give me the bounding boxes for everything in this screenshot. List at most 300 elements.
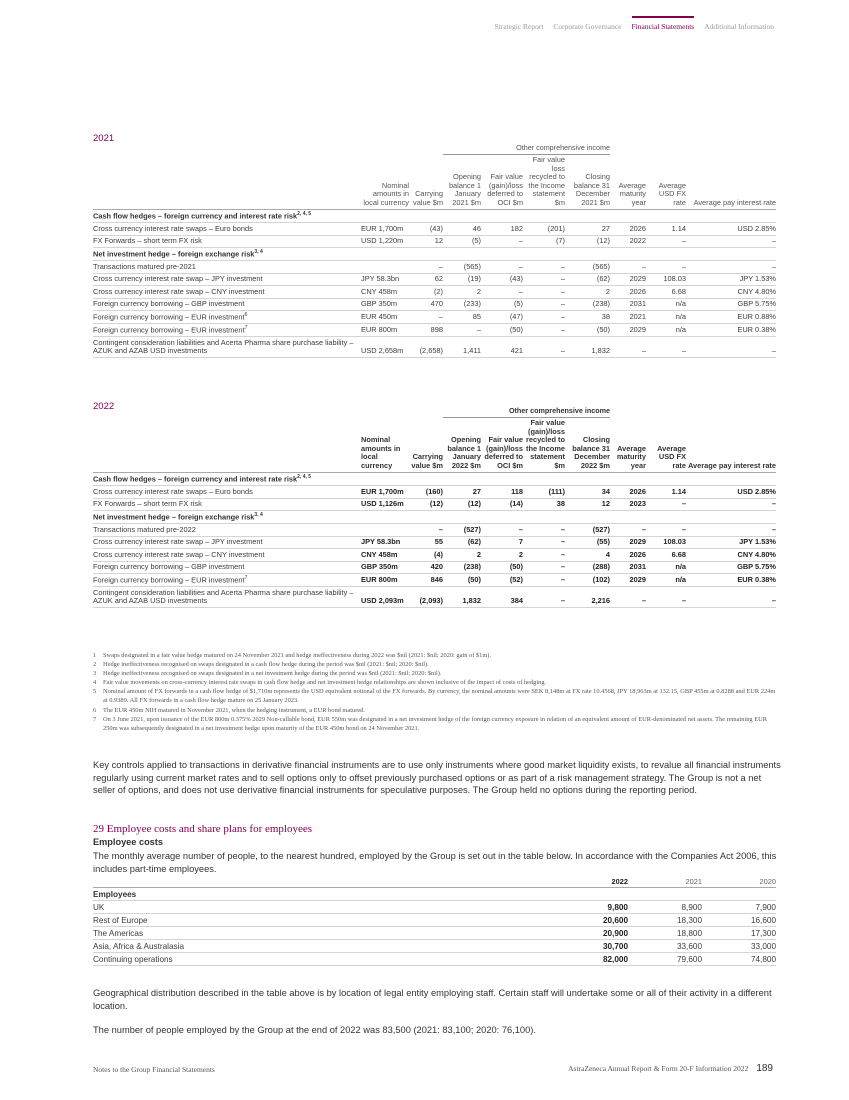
nav-corporate-governance[interactable]: Corporate Governance: [553, 22, 622, 31]
cell: –: [610, 587, 646, 608]
cell: –: [686, 524, 776, 537]
cell: –: [523, 273, 565, 286]
cell: (565): [565, 261, 610, 274]
cell: –: [610, 337, 646, 358]
geo-distribution-text: Geographical distribution described in the table above is by location of legal entity employing staff. Certain staff will undertake some or all of their activity in a different location.: [93, 988, 772, 1011]
cell: (5): [481, 298, 523, 311]
footer-right: [568, 1063, 773, 1074]
table-row: [93, 926, 776, 939]
cell: (2,658): [409, 337, 443, 358]
cell: 1,411: [443, 337, 481, 358]
page-number: 189: [756, 1063, 773, 1074]
table-row: [93, 486, 776, 499]
row-label: [93, 223, 361, 236]
employee-intro-text: The monthly average number of people, to the nearest hundred, employed by the Group is set out in the table below. In accordance with the Companies Act 2006, this includes part-time employees.: [93, 851, 777, 874]
cell: –: [409, 261, 443, 274]
cell: 2029: [610, 574, 646, 587]
key-controls-text: Key controls applied to transactions in derivative financial instruments are to use only instruments where good market liquidity exists, to revalue all financial instruments regularly using current market rates and to sell options only to offset previously purchased options or as part of a risk management strategy. The Group is not a net seller of options, and does not use derivative financial instruments for speculative purposes. The Group held no options during the reporting period.: [93, 760, 781, 796]
cell: EUR 800m: [361, 324, 409, 337]
cell: (62): [565, 273, 610, 286]
table-row: [93, 549, 776, 562]
footnote: [93, 706, 776, 715]
oci-header-2022: Other comprehensive income: [508, 405, 610, 415]
cell: USD 2.85%: [686, 486, 776, 499]
cell: –: [686, 498, 776, 511]
footer-section-title: Notes to the Group Financial Statements: [93, 1065, 215, 1074]
footnote: [93, 678, 776, 687]
footnote-ref: 3, 4: [254, 248, 263, 255]
cell: 2021: [610, 311, 646, 324]
footnote-ref: 7: [244, 574, 248, 581]
cell: USD 2,658m: [361, 337, 409, 358]
cell: 6.68: [646, 286, 686, 299]
cell: –: [610, 524, 646, 537]
cell: –: [686, 261, 776, 274]
cell: –: [443, 324, 481, 337]
col-maturity: Average maturity year: [610, 417, 646, 473]
cell: [361, 261, 409, 274]
table-row: [93, 587, 776, 608]
table-row: [93, 273, 776, 286]
cell: 1.14: [646, 486, 686, 499]
cell: (7): [523, 235, 565, 248]
cell: –: [646, 524, 686, 537]
year-2020: 2020: [702, 874, 776, 887]
cell: 62: [409, 273, 443, 286]
row-label-text: FX Forwards – short term FX risk: [93, 236, 202, 246]
row-label: [93, 298, 361, 311]
cell: [361, 524, 409, 537]
cell: 33,600: [628, 939, 702, 952]
row-label-text: Foreign currency borrowing – GBP investment: [93, 562, 245, 572]
cell: 4: [565, 549, 610, 562]
cell: USD 1,126m: [361, 498, 409, 511]
oci-header-2021: Other comprehensive income: [516, 142, 611, 152]
cell: –: [523, 536, 565, 549]
table-row: [93, 913, 776, 926]
cell: CNY 458m: [361, 286, 409, 299]
employees-table: [93, 874, 776, 966]
cell: 384: [481, 587, 523, 608]
row-label: [93, 286, 361, 299]
row-label: [93, 574, 361, 587]
footnote: [93, 660, 776, 669]
footnote-number: 5: [93, 688, 97, 696]
row-label: [93, 549, 361, 562]
table-row: [93, 235, 776, 248]
cell: 55: [409, 536, 443, 549]
row-label: [93, 324, 361, 337]
row-label-text: Contingent consideration liabilities and Acerta Pharma share purchase liability – AZUK and AZAB USD investments: [93, 337, 354, 356]
top-nav: [494, 22, 774, 31]
row-label: [93, 536, 361, 549]
cell: 2029: [610, 273, 646, 286]
row-label: UK: [93, 900, 553, 913]
table-row: [93, 561, 776, 574]
cell: –: [646, 498, 686, 511]
year-2022: 2022: [553, 874, 628, 887]
col-opening: Opening balance 1 January 2021 $m: [443, 154, 481, 210]
cell: n/a: [646, 574, 686, 587]
row-label-text: Foreign currency borrowing – EUR investment: [93, 312, 245, 322]
cell: –: [523, 298, 565, 311]
footnote-number: 3: [93, 670, 97, 678]
table-row: [93, 900, 776, 913]
row-label-text: Foreign currency borrowing – EUR investment: [93, 575, 245, 585]
cell: CNY 4.80%: [686, 286, 776, 299]
col-closing: Closing balance 31 December 2022 $m: [565, 417, 610, 473]
footer-report-title: AstraZeneca Annual Report & Form 20-F Information 2022: [568, 1064, 749, 1073]
cell: EUR 0.38%: [686, 324, 776, 337]
column-headers-2021: [93, 154, 776, 210]
table-row: [93, 524, 776, 537]
cell: 2031: [610, 561, 646, 574]
cell: 38: [523, 498, 565, 511]
cell: –: [481, 286, 523, 299]
cell: (19): [443, 273, 481, 286]
cell: 2: [443, 286, 481, 299]
cell: (238): [443, 561, 481, 574]
footnote-text: On 3 June 2021, upon issuance of the EUR 800m 0.375% 2029 Non-callable bond, EUR 550m was designated in a net investment hedge of the foreign currency exposure in relation of an equivalent amount of EUR-denominated net assets. The remaining EUR 250m was subsequently designated in a net investment hedge upon maturity of the EUR 450m bond on 24 November 2021.: [103, 715, 767, 732]
cell: EUR 450m: [361, 311, 409, 324]
footnote: [93, 651, 776, 660]
cell: EUR 1,700m: [361, 223, 409, 236]
cell: –: [646, 337, 686, 358]
cell: 33,000: [702, 939, 776, 952]
cell: 118: [481, 486, 523, 499]
cell: (233): [443, 298, 481, 311]
table-row: [93, 261, 776, 274]
cell: –: [523, 311, 565, 324]
cell: –: [610, 261, 646, 274]
cell: CNY 4.80%: [686, 549, 776, 562]
cell: 74,800: [702, 952, 776, 965]
cell: 7,900: [702, 900, 776, 913]
cell: (12): [443, 498, 481, 511]
cell: 182: [481, 223, 523, 236]
cell: JPY 58.3bn: [361, 536, 409, 549]
cell: EUR 0.88%: [686, 311, 776, 324]
col-fv-recycled: Fair value (gain)/loss recycled to the Income statement $m: [523, 417, 565, 473]
cell: USD 2.85%: [686, 223, 776, 236]
section-header: [93, 473, 776, 486]
employee-costs-heading: Employee costs: [93, 837, 163, 847]
col-maturity: Average maturity year: [610, 154, 646, 210]
cell: 2031: [610, 298, 646, 311]
row-label: [93, 524, 361, 537]
cell: 2: [565, 286, 610, 299]
row-label: [93, 486, 361, 499]
cell: 38: [565, 311, 610, 324]
row-label-text: Transactions matured pre-2022: [93, 524, 196, 534]
footnote-number: 6: [93, 706, 97, 714]
section-title: [93, 248, 776, 261]
cell: 2026: [610, 223, 646, 236]
cell: EUR 1,700m: [361, 486, 409, 499]
employees-caption: Employees: [93, 887, 776, 900]
cell: (47): [481, 311, 523, 324]
cell: (12): [565, 235, 610, 248]
cell: (50): [481, 561, 523, 574]
year-2021-label: 2021: [93, 133, 115, 144]
footnote: [93, 715, 776, 733]
row-label-text: Cross currency interest rate swap – JPY investment: [93, 274, 263, 284]
row-label-text: Cross currency interest rate swap – CNY investment: [93, 549, 265, 559]
cell: JPY 1.53%: [686, 273, 776, 286]
row-label: [93, 261, 361, 274]
table-row: [93, 286, 776, 299]
section-header: [93, 210, 776, 223]
cell: 2029: [610, 536, 646, 549]
section-title: [93, 473, 776, 486]
hedge-table-2022: [93, 405, 776, 608]
cell: 85: [443, 311, 481, 324]
cell: n/a: [646, 311, 686, 324]
col-nominal: Nominal amounts in local currency: [361, 154, 409, 210]
row-label-text: Foreign currency borrowing – EUR investment: [93, 325, 245, 335]
cell: (2): [409, 286, 443, 299]
cell: 2029: [610, 324, 646, 337]
footnote-ref: 2, 4, 5: [297, 210, 312, 217]
footnote-number: 7: [93, 715, 97, 723]
cell: (62): [443, 536, 481, 549]
section-title-text: Net investment hedge – foreign exchange risk: [93, 512, 255, 522]
col-fv-recycled: Fair value loss recycled to the Income statement $m: [523, 154, 565, 210]
cell: GBP 350m: [361, 561, 409, 574]
section-title: [93, 210, 776, 223]
section-29-heading: 29 Employee costs and share plans for employees: [93, 823, 313, 835]
cell: 27: [443, 486, 481, 499]
cell: 20,600: [553, 913, 628, 926]
footnote-ref: 3, 4: [254, 511, 263, 518]
row-label: The Americas: [93, 926, 553, 939]
cell: –: [646, 261, 686, 274]
footnote-text: Hedge ineffectiveness recognised on swaps designated in a net investment hedge during the period was $nil (2021: $nil; 2020: $nil).: [103, 670, 442, 678]
cell: –: [523, 587, 565, 608]
cell: 12: [565, 498, 610, 511]
col-fv-deferred: Fair value (gain)/loss deferred to OCI $m: [481, 154, 523, 210]
cell: 17,300: [702, 926, 776, 939]
cell: 2: [481, 549, 523, 562]
cell: 1,832: [443, 587, 481, 608]
cell: –: [523, 549, 565, 562]
row-label: Rest of Europe: [93, 913, 553, 926]
cell: (50): [565, 324, 610, 337]
row-label-text: Foreign currency borrowing – GBP investment: [93, 299, 245, 309]
col-carrying: Carrying value $m: [409, 417, 443, 473]
section-title: [93, 511, 776, 524]
cell: 8,900: [628, 900, 702, 913]
row-label: [93, 498, 361, 511]
row-label-text: Cross currency interest rate swaps – Euro bonds: [93, 223, 253, 233]
row-label-text: Cross currency interest rate swaps – Euro bonds: [93, 486, 253, 496]
cell: 12: [409, 235, 443, 248]
cell: –: [481, 235, 523, 248]
cell: (52): [481, 574, 523, 587]
cell: JPY 58.3bn: [361, 273, 409, 286]
cell: (527): [565, 524, 610, 537]
cell: 79,600: [628, 952, 702, 965]
footnote-ref: 7: [244, 324, 248, 331]
cell: 20,900: [553, 926, 628, 939]
row-label: [93, 561, 361, 574]
cell: –: [523, 561, 565, 574]
cell: –: [481, 524, 523, 537]
cell: 108.03: [646, 536, 686, 549]
cell: 6.68: [646, 549, 686, 562]
cell: –: [523, 324, 565, 337]
cell: 18,800: [628, 926, 702, 939]
cell: –: [523, 337, 565, 358]
nav-strategic-report[interactable]: Strategic Report: [494, 22, 544, 31]
cell: (43): [481, 273, 523, 286]
cell: (527): [443, 524, 481, 537]
col-carrying: Carrying value $m: [409, 154, 443, 210]
section-header: [93, 511, 776, 524]
hedge-table-2021: [93, 142, 776, 358]
col-fx-rate: Average USD FX rate: [646, 417, 686, 473]
col-interest: Average pay interest rate: [686, 417, 776, 473]
cell: CNY 458m: [361, 549, 409, 562]
nav-financial-statements[interactable]: Financial Statements: [631, 22, 695, 31]
cell: 846: [409, 574, 443, 587]
cell: –: [409, 524, 443, 537]
row-label: Asia, Africa & Australasia: [93, 939, 553, 952]
cell: 470: [409, 298, 443, 311]
table-row: [93, 939, 776, 952]
row-label: Continuing operations: [93, 952, 553, 965]
table-row: [93, 223, 776, 236]
cell: 2023: [610, 498, 646, 511]
section-header: [93, 248, 776, 261]
row-label-text: Contingent consideration liabilities and Acerta Pharma share purchase liability – AZUK and AZAB USD investments: [93, 587, 354, 606]
table-row: [93, 311, 776, 324]
footnote-ref: 6: [244, 311, 248, 318]
footnote-number: 2: [93, 661, 97, 669]
cell: 27: [565, 223, 610, 236]
table-row: [93, 574, 776, 587]
cell: (4): [409, 549, 443, 562]
cell: –: [523, 524, 565, 537]
nav-additional-information[interactable]: Additional Information: [704, 22, 774, 31]
cell: –: [686, 587, 776, 608]
row-label: [93, 337, 361, 358]
cell: (14): [481, 498, 523, 511]
section-title-text: Net investment hedge – foreign exchange risk: [93, 249, 255, 259]
col-fx-rate: Average USD FX rate: [646, 154, 686, 210]
row-label-text: Transactions matured pre-2021: [93, 261, 196, 271]
cell: USD 2,093m: [361, 587, 409, 608]
cell: n/a: [646, 561, 686, 574]
cell: GBP 5.75%: [686, 561, 776, 574]
row-label: [93, 587, 361, 608]
footnote-number: 4: [93, 679, 97, 687]
table-row: [93, 498, 776, 511]
cell: EUR 800m: [361, 574, 409, 587]
cell: (2,093): [409, 587, 443, 608]
footnote-text: Nominal amount of FX forwards in a cash flow hedge of $1,710m represents the USD equivalent notional of the FX forwards. By currency, the nominal amounts were SEK 8,148m at FX rate 10.4568, JPY 18,963m at 132.15, GBP 455m at 0.8288 and EUR 224m at 0.9389. All FX forwards in a cash flow hedge mature on 25 January 2023.: [103, 688, 776, 705]
cell: 2: [443, 549, 481, 562]
footnote-text: Fair value movements on cross-currency interest rate swaps in cash flow hedge and net investment hedge relationships are shown inclusive of the impact of costs of hedging.: [103, 679, 547, 687]
cell: EUR 0.38%: [686, 574, 776, 587]
table-row: [93, 536, 776, 549]
cell: (43): [409, 223, 443, 236]
section-title-text: Cash flow hedges – foreign currency and interest rate risk: [93, 474, 298, 484]
cell: –: [686, 337, 776, 358]
cell: 2026: [610, 549, 646, 562]
cell: (50): [443, 574, 481, 587]
table-row: [93, 324, 776, 337]
cell: (565): [443, 261, 481, 274]
cell: 7: [481, 536, 523, 549]
cell: (160): [409, 486, 443, 499]
cell: (5): [443, 235, 481, 248]
cell: –: [523, 574, 565, 587]
cell: 898: [409, 324, 443, 337]
footnote-number: 1: [93, 652, 97, 659]
footnote: [93, 669, 776, 678]
table-row: [93, 298, 776, 311]
footnote-text: The EUR 450m NIH matured in November 2021, when the hedging instrument, a EUR bond matured.: [103, 706, 365, 714]
cell: GBP 5.75%: [686, 298, 776, 311]
cell: (288): [565, 561, 610, 574]
table-row: [93, 337, 776, 358]
cell: –: [646, 235, 686, 248]
cell: 18,300: [628, 913, 702, 926]
cell: 2026: [610, 486, 646, 499]
cell: (111): [523, 486, 565, 499]
col-closing: Closing balance 31 December 2021 $m: [565, 154, 610, 210]
footnote: [93, 687, 776, 705]
row-label-text: FX Forwards – short term FX risk: [93, 499, 202, 509]
footnotes: [93, 651, 776, 733]
footnote-ref: 2, 4, 5: [297, 473, 312, 480]
cell: 2026: [610, 286, 646, 299]
cell: (201): [523, 223, 565, 236]
cell: –: [523, 261, 565, 274]
section-title-text: Cash flow hedges – foreign currency and interest rate risk: [93, 211, 298, 221]
column-headers-2022: [93, 417, 776, 473]
employees-year-headers: [93, 874, 776, 887]
cell: 34: [565, 486, 610, 499]
cell: GBP 350m: [361, 298, 409, 311]
cell: (50): [481, 324, 523, 337]
row-label: [93, 273, 361, 286]
col-interest: Average pay interest rate: [686, 154, 776, 210]
cell: –: [481, 261, 523, 274]
cell: USD 1,220m: [361, 235, 409, 248]
cell: –: [686, 235, 776, 248]
cell: JPY 1.53%: [686, 536, 776, 549]
cell: 30,700: [553, 939, 628, 952]
cell: 420: [409, 561, 443, 574]
cell: (102): [565, 574, 610, 587]
cell: 2022: [610, 235, 646, 248]
people-employed-text: The number of people employed by the Group at the end of 2022 was 83,500 (2021: 83,100; 2020: 76,100).: [93, 1025, 536, 1035]
cell: –: [523, 286, 565, 299]
footnote-text: Hedge ineffectiveness recognised on swaps designated in a cash flow hedge during the period was $nil (2021: $nil; 2020: $nil).: [103, 661, 429, 669]
row-label-text: Cross currency interest rate swap – CNY investment: [93, 286, 265, 296]
cell: n/a: [646, 324, 686, 337]
cell: 82,000: [553, 952, 628, 965]
cell: (12): [409, 498, 443, 511]
cell: n/a: [646, 298, 686, 311]
footnote-text: Swaps designated in a fair value hedge matured on 24 November 2021 and hedge ineffectiveness during 2022 was $nil (2021: $nil; 2020: gain of $1m).: [103, 652, 492, 659]
cell: 421: [481, 337, 523, 358]
col-fv-deferred: Fair value (gain)/loss deferred to OCI $m: [481, 417, 523, 473]
table-row: [93, 952, 776, 965]
row-label: [93, 235, 361, 248]
